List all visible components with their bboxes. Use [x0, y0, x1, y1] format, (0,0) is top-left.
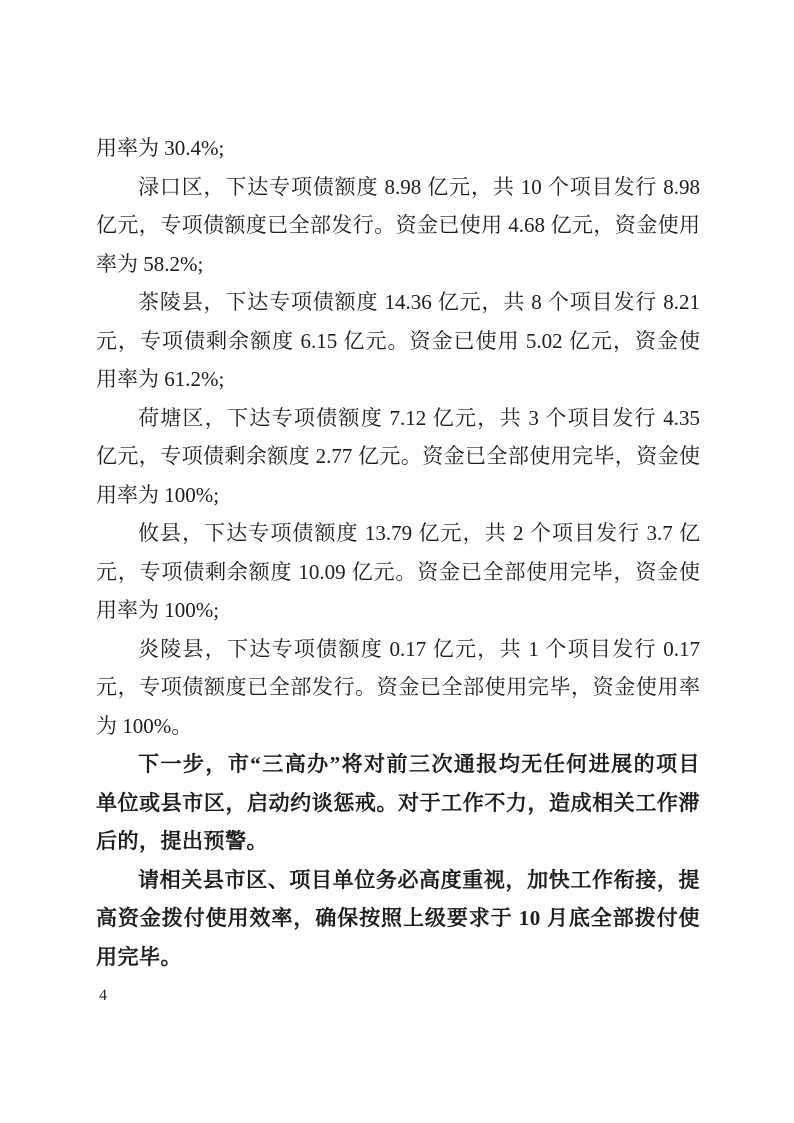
body-line: 用率为 100%; — [96, 482, 220, 507]
body-line: 用率为 61.2%; — [96, 367, 225, 391]
paragraph-yanling-county — [96, 630, 700, 746]
body-line: 后的，提出预警。 — [96, 829, 268, 853]
body-line: 亿元，专项债剩余额度 2.77 亿元。资金已全部使用完毕，资金使 — [96, 444, 700, 468]
body-line: 单位或县市区，启动约谈惩戒。对于工作不力，造成相关工作滞 — [96, 790, 700, 815]
paragraph-chaling-county — [96, 283, 700, 399]
body-line: 渌口区，下达专项债额度 8.98 亿元，共 10 个项目发行 8.98 — [138, 174, 700, 199]
paragraph-request — [96, 861, 700, 977]
paragraph-continuation — [96, 129, 700, 168]
body-line: 用率为 100%; — [96, 598, 220, 622]
paragraph-next-steps — [96, 745, 700, 861]
body-line: 为 100%。 — [96, 713, 193, 738]
paragraph-hetang-district — [96, 399, 700, 515]
paragraph-lukou-district — [96, 168, 700, 284]
body-line: 元，专项债剩余额度 6.15 亿元。资金已使用 5.02 亿元，资金使 — [96, 328, 700, 353]
body-line: 荷塘区，下达专项债额度 7.12 亿元，共 3 个项目发行 4.35 — [138, 405, 700, 430]
paragraph-you-county — [96, 514, 700, 630]
body-line: 请相关县市区、项目单位务必高度重视，加快工作衔接，提 — [138, 867, 700, 892]
body-line: 元，专项债剩余额度 10.09 亿元。资金已全部使用完毕，资金使 — [96, 559, 700, 584]
document-body — [96, 129, 700, 976]
page-number: 4 — [99, 987, 107, 1004]
body-line: 亿元，专项债额度已全部发行。资金已使用 4.68 亿元，资金使用 — [96, 213, 700, 237]
body-line: 炎陵县，下达专项债额度 0.17 亿元，共 1 个项目发行 0.17 — [138, 636, 700, 661]
body-line: 用率为 30.4%; — [96, 136, 225, 160]
body-line: 用完毕。 — [96, 944, 182, 969]
body-line: 高资金拨付使用效率，确保按照上级要求于 10 月底全部拨付使 — [96, 906, 700, 930]
body-line: 元，专项债额度已全部发行。资金已全部使用完毕，资金使用率 — [96, 675, 700, 699]
body-line: 攸县，下达专项债额度 13.79 亿元，共 2 个项目发行 3.7 亿 — [138, 521, 700, 545]
body-line: 茶陵县，下达专项债额度 14.36 亿元，共 8 个项目发行 8.21 — [138, 290, 700, 314]
body-line: 率为 58.2%; — [96, 251, 204, 276]
body-line: 下一步，市“三高办”将对前三次通报均无任何进展的项目 — [138, 752, 700, 776]
